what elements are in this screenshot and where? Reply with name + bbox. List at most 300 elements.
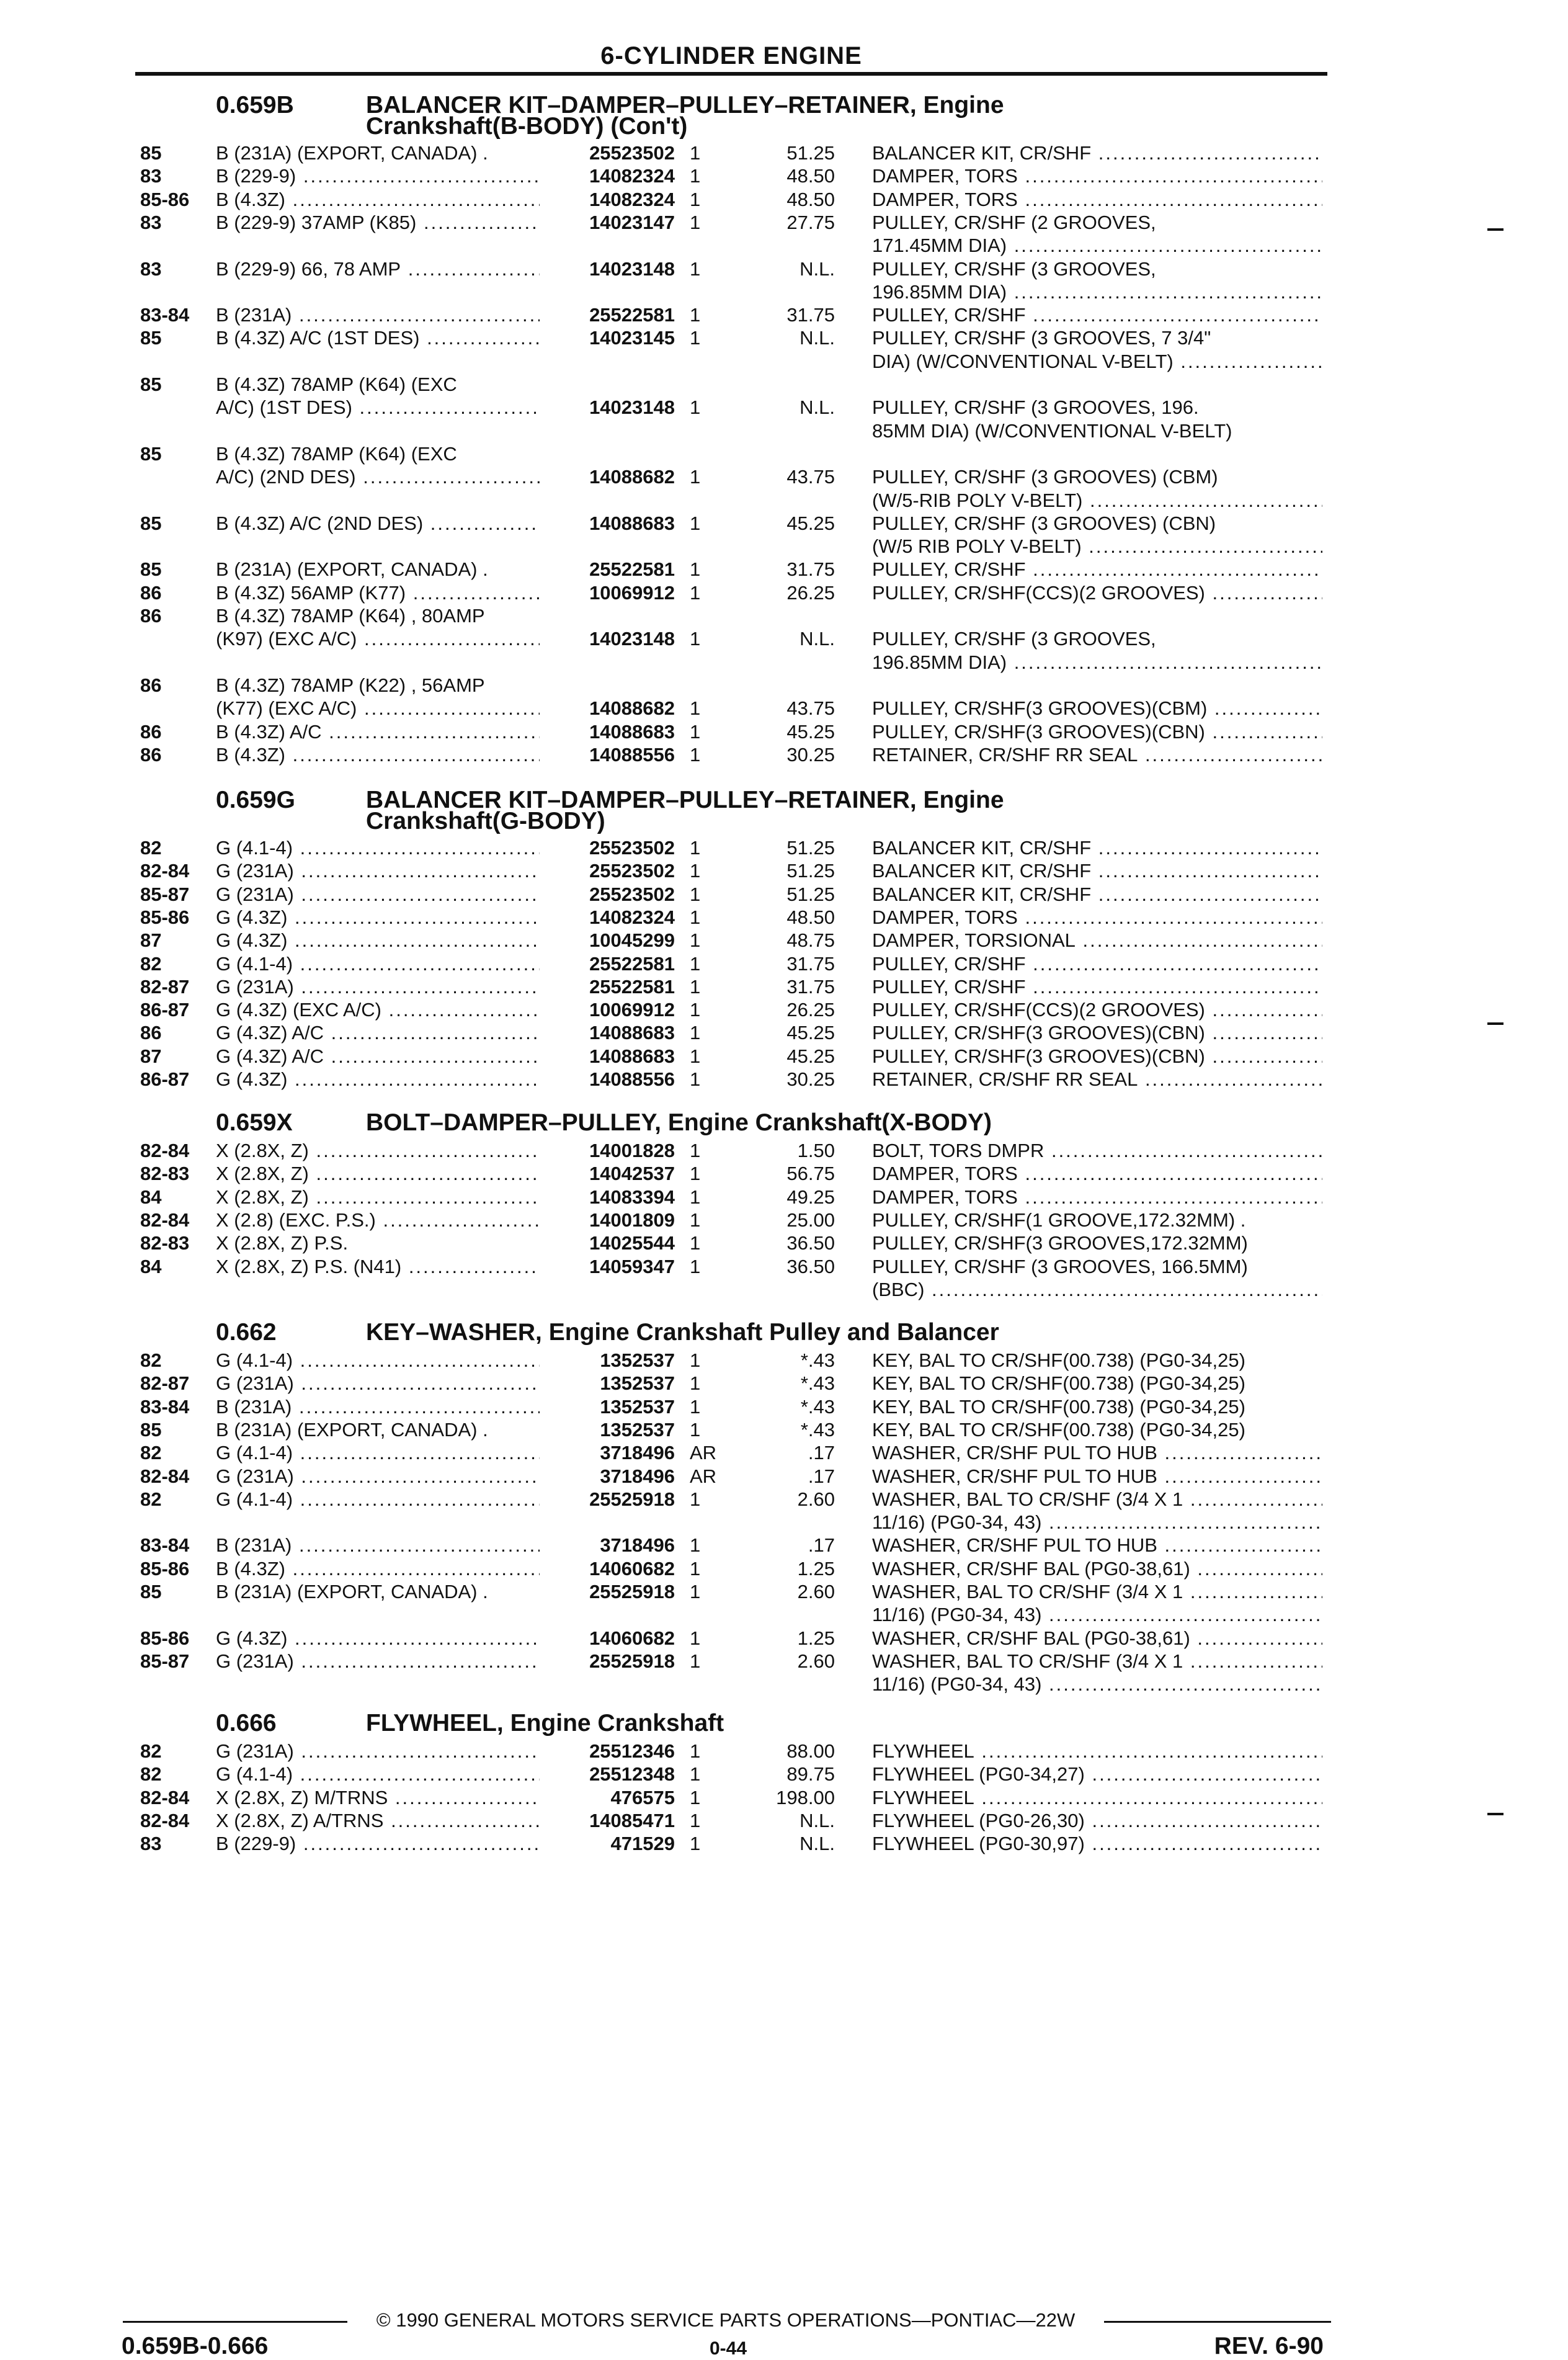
table-row	[0, 1603, 1568, 1626]
part-number: 14088683	[589, 512, 675, 534]
application: G (4.3Z) A/C .....	[216, 1045, 540, 1068]
page-title: 6-CYLINDER ENGINE	[600, 42, 862, 69]
table-row	[0, 604, 1568, 627]
quantity: 1	[690, 860, 701, 882]
part-number: 25523502	[589, 860, 675, 882]
application: G (231A) .....	[216, 859, 540, 882]
part-number: 14082324	[589, 906, 675, 928]
application: A/C) (2ND DES) .....	[216, 465, 540, 488]
table-row	[0, 1139, 1568, 1162]
price: N.L.	[800, 1809, 835, 1831]
model-year: 87	[140, 929, 162, 952]
table-row	[0, 1278, 1568, 1301]
part-number: 3718496	[600, 1534, 675, 1557]
price: 43.75	[786, 466, 835, 488]
table-row	[0, 211, 1568, 234]
model-year: 85	[140, 512, 162, 534]
application: X (2.8X, Z) P.S.	[216, 1232, 349, 1254]
table-row	[0, 419, 1568, 442]
application: B (231A) .....	[216, 1534, 540, 1557]
page-number: 0-44	[709, 2338, 747, 2359]
description: WASHER, CR/SHF PUL TO HUB .....	[872, 1534, 1322, 1557]
part-number: 14082324	[589, 188, 675, 210]
table-row	[0, 883, 1568, 906]
quantity: 1	[690, 142, 701, 164]
part-number: 3718496	[600, 1442, 675, 1464]
part-number: 10045299	[589, 929, 675, 952]
description: KEY, BAL TO CR/SHF(00.738) (PG0-34,25)	[872, 1395, 1245, 1418]
section-number: 0.662	[216, 1319, 277, 1346]
application: B (4.3Z) A/C .....	[216, 720, 540, 743]
quantity: 1	[690, 697, 701, 720]
table-row	[0, 1832, 1568, 1855]
section-number: 0.659B	[216, 92, 294, 118]
price: 48.50	[786, 906, 835, 928]
section-title-continued: Crankshaft(G-BODY)	[366, 808, 605, 834]
price: 1.25	[797, 1557, 835, 1580]
description: (W/5-RIB POLY V-BELT) .....	[872, 489, 1322, 512]
application: B (231A) .....	[216, 303, 540, 326]
model-year: 86	[140, 581, 162, 604]
price: 31.75	[786, 304, 835, 326]
quantity: 1	[690, 1650, 701, 1672]
quantity: 1	[690, 211, 701, 233]
price: 43.75	[786, 697, 835, 720]
table-row	[0, 303, 1568, 326]
description: 11/16) (PG0-34, 43) .....	[872, 1603, 1322, 1626]
application: B (231A) (EXPORT, CANADA) .	[216, 558, 488, 581]
part-number: 14042537	[589, 1163, 675, 1185]
part-number: 14088682	[589, 466, 675, 488]
part-number: 1352537	[600, 1418, 675, 1441]
price: .17	[808, 1534, 835, 1557]
model-year: 86	[140, 674, 162, 696]
price: 31.75	[786, 975, 835, 998]
table-row	[0, 581, 1568, 604]
quantity: 1	[690, 1372, 701, 1395]
application: G (231A) .....	[216, 1740, 540, 1763]
model-year: 86-87	[140, 1068, 190, 1090]
table-row	[0, 720, 1568, 743]
description: BALANCER KIT, CR/SHF .....	[872, 883, 1322, 906]
description: PULLEY, CR/SHF(3 GROOVES)(CBN) .....	[872, 1045, 1322, 1068]
price: 2.60	[797, 1650, 835, 1672]
model-year: 82-83	[140, 1163, 190, 1185]
table-row	[0, 350, 1568, 373]
quantity: 1	[690, 1186, 701, 1208]
description: PULLEY, CR/SHF .....	[872, 952, 1322, 975]
price: 45.25	[786, 720, 835, 743]
part-number: 14088683	[589, 1022, 675, 1044]
table-row	[0, 373, 1568, 396]
application: A/C) (1ST DES) .....	[216, 396, 540, 419]
price: 1.50	[797, 1140, 835, 1161]
model-year: 82	[140, 1442, 162, 1464]
description: FLYWHEEL (PG0-30,97) .....	[872, 1832, 1322, 1855]
revision-date: REV. 6-90	[1214, 2333, 1324, 2359]
description: (W/5 RIB POLY V-BELT) .....	[872, 535, 1322, 558]
table-row	[0, 164, 1568, 187]
price: 89.75	[786, 1763, 835, 1786]
model-year: 85	[140, 442, 162, 465]
application: B (4.3Z) .....	[216, 188, 540, 211]
quantity: 1	[690, 257, 701, 280]
quantity: 1	[690, 906, 701, 928]
description: PULLEY, CR/SHF .....	[872, 303, 1322, 326]
description: WASHER, BAL TO CR/SHF (3/4 X 1 .....	[872, 1650, 1322, 1673]
description: PULLEY, CR/SHF .....	[872, 975, 1322, 998]
table-row	[0, 1740, 1568, 1763]
page-header	[135, 41, 1327, 76]
application: B (4.3Z) A/C (1ST DES) .....	[216, 326, 540, 349]
model-year: 85	[140, 1418, 162, 1441]
price: 51.25	[786, 860, 835, 882]
part-number: 14023148	[589, 628, 675, 650]
description: PULLEY, CR/SHF(1 GROOVE,172.32MM) .	[872, 1209, 1246, 1231]
section-range: 0.659B-0.666	[122, 2333, 269, 2359]
price: .17	[808, 1465, 835, 1487]
table-row	[0, 1786, 1568, 1809]
price: 1.25	[797, 1627, 835, 1649]
part-number: 10069912	[589, 581, 675, 604]
part-number: 471529	[610, 1833, 675, 1855]
part-number: 14023148	[589, 396, 675, 419]
price: N.L.	[800, 396, 835, 419]
model-year: 87	[140, 1045, 162, 1067]
description: BOLT, TORS DMPR .....	[872, 1139, 1322, 1162]
description: FLYWHEEL (PG0-26,30) .....	[872, 1809, 1322, 1832]
description: DAMPER, TORS .....	[872, 1186, 1322, 1209]
price: 26.25	[786, 581, 835, 604]
description: PULLEY, CR/SHF(3 GROOVES)(CBN) .....	[872, 1021, 1322, 1044]
part-number: 14082324	[589, 165, 675, 187]
table-row	[0, 1557, 1568, 1580]
part-number: 25523502	[589, 142, 675, 164]
application: G (4.3Z) (EXC A/C) .....	[216, 998, 540, 1021]
table-row	[0, 674, 1568, 697]
table-row	[0, 1534, 1568, 1557]
model-year: 82	[140, 952, 162, 975]
table-row	[0, 188, 1568, 211]
description: DAMPER, TORS .....	[872, 188, 1322, 211]
quantity: 1	[690, 1740, 701, 1762]
part-number: 14088682	[589, 697, 675, 720]
application: G (4.3Z) A/C .....	[216, 1021, 540, 1044]
table-row	[0, 1650, 1568, 1673]
table-row	[0, 975, 1568, 998]
model-year: 85	[140, 1581, 162, 1602]
description: PULLEY, CR/SHF(CCS)(2 GROOVES) .....	[872, 581, 1322, 604]
part-number: 14060682	[589, 1557, 675, 1580]
description: PULLEY, CR/SHF(3 GROOVES)(CBN) .....	[872, 720, 1322, 743]
description: FLYWHEEL .....	[872, 1786, 1322, 1809]
quantity: 1	[690, 1786, 701, 1808]
quantity: 1	[690, 396, 701, 419]
description: 196.85MM DIA) .....	[872, 651, 1322, 674]
model-year: 85	[140, 142, 162, 164]
table-row	[0, 465, 1568, 488]
section-title: KEY–WASHER, Engine Crankshaft Pulley and Balancer	[366, 1319, 999, 1346]
price: 25.00	[786, 1209, 835, 1231]
part-number: 25522581	[589, 558, 675, 581]
application: G (231A) .....	[216, 883, 540, 906]
description: 11/16) (PG0-34, 43) .....	[872, 1511, 1322, 1534]
price: 2.60	[797, 1581, 835, 1602]
model-year: 85	[140, 373, 162, 395]
table-row	[0, 1372, 1568, 1395]
price: 88.00	[786, 1740, 835, 1762]
table-row	[0, 1465, 1568, 1488]
application: B (231A) .....	[216, 1395, 540, 1418]
description: PULLEY, CR/SHF(3 GROOVES)(CBM) .....	[872, 697, 1322, 720]
description: DAMPER, TORSIONAL .....	[872, 929, 1322, 952]
price: 45.25	[786, 512, 835, 534]
part-number: 14060682	[589, 1627, 675, 1649]
quantity: 1	[690, 1763, 701, 1786]
quantity: 1	[690, 1349, 701, 1371]
table-row	[0, 1673, 1568, 1696]
model-year: 82-84	[140, 1809, 190, 1831]
table-row	[0, 697, 1568, 720]
table-row	[0, 651, 1568, 674]
application: G (231A) .....	[216, 1465, 540, 1488]
section-number: 0.659G	[216, 787, 295, 813]
description: PULLEY, CR/SHF (2 GROOVES,	[872, 211, 1156, 233]
price: *.43	[800, 1395, 835, 1418]
part-number: 25525918	[589, 1581, 675, 1602]
price: N.L.	[800, 257, 835, 280]
model-year: 83-84	[140, 304, 190, 326]
description: PULLEY, CR/SHF (3 GROOVES, 196.	[872, 396, 1199, 419]
quantity: 1	[690, 1068, 701, 1090]
application: B (4.3Z) .....	[216, 743, 540, 766]
part-number: 14088556	[589, 1068, 675, 1090]
quantity: 1	[690, 512, 701, 534]
model-year: 83	[140, 165, 162, 187]
part-number: 25523502	[589, 883, 675, 905]
model-year: 85-86	[140, 1557, 190, 1580]
quantity: 1	[690, 1627, 701, 1649]
quantity: 1	[690, 1209, 701, 1231]
description: DAMPER, TORS .....	[872, 1162, 1322, 1185]
table-row	[0, 906, 1568, 929]
part-number: 14023145	[589, 327, 675, 349]
part-number: 14085471	[589, 1809, 675, 1831]
model-year: 82-87	[140, 975, 190, 998]
quantity: 1	[690, 628, 701, 650]
model-year: 83	[140, 211, 162, 233]
description: KEY, BAL TO CR/SHF(00.738) (PG0-34,25)	[872, 1372, 1245, 1395]
part-number: 25512348	[589, 1763, 675, 1786]
table-row	[0, 952, 1568, 975]
table-row	[0, 141, 1568, 164]
description: KEY, BAL TO CR/SHF(00.738) (PG0-34,25)	[872, 1418, 1245, 1441]
price: .17	[808, 1442, 835, 1464]
model-year: 82	[140, 837, 162, 859]
part-number: 14088683	[589, 720, 675, 743]
quantity: 1	[690, 929, 701, 952]
part-number: 14059347	[589, 1255, 675, 1277]
part-number: 14001809	[589, 1209, 675, 1231]
application: G (4.3Z) .....	[216, 929, 540, 952]
model-year: 82-83	[140, 1232, 190, 1254]
description: KEY, BAL TO CR/SHF(00.738) (PG0-34,25)	[872, 1349, 1245, 1371]
part-number: 1352537	[600, 1349, 675, 1371]
copyright-notice: © 1990 GENERAL MOTORS SERVICE PARTS OPERATIONS—PONTIAC—22W	[376, 2309, 1076, 2331]
part-number: 14088556	[589, 743, 675, 766]
price: *.43	[800, 1349, 835, 1371]
quantity: 1	[690, 1022, 701, 1044]
section-title: FLYWHEEL, Engine Crankshaft	[366, 1710, 724, 1736]
margin-mark	[1487, 1022, 1503, 1025]
model-year: 85	[140, 327, 162, 349]
description: 171.45MM DIA) .....	[872, 234, 1322, 257]
part-number: 25522581	[589, 975, 675, 998]
table-row	[0, 1511, 1568, 1534]
model-year: 82-87	[140, 1372, 190, 1395]
price: 198.00	[776, 1786, 835, 1808]
price: 31.75	[786, 558, 835, 581]
description: DAMPER, TORS .....	[872, 906, 1322, 929]
table-row	[0, 326, 1568, 349]
application: X (2.8X, Z) P.S. (N41) .....	[216, 1255, 540, 1278]
model-year: 85-87	[140, 883, 190, 905]
table-row	[0, 234, 1568, 257]
table-row	[0, 535, 1568, 558]
quantity: 1	[690, 188, 701, 210]
application: X (2.8X, Z) .....	[216, 1186, 540, 1209]
quantity: 1	[690, 1045, 701, 1067]
price: 31.75	[786, 952, 835, 975]
model-year: 82-84	[140, 1465, 190, 1487]
section-title: BOLT–DAMPER–PULLEY, Engine Crankshaft(X-BODY)	[366, 1109, 992, 1136]
model-year: 85-86	[140, 188, 190, 210]
price: 45.25	[786, 1022, 835, 1044]
application: G (4.1-4) .....	[216, 952, 540, 975]
description: RETAINER, CR/SHF RR SEAL .....	[872, 743, 1322, 766]
section-title-continued: Crankshaft(B-BODY) (Con't)	[366, 113, 688, 140]
table-row	[0, 442, 1568, 465]
price: *.43	[800, 1418, 835, 1441]
application: B (229-9) 66, 78 AMP .....	[216, 257, 540, 280]
quantity: 1	[690, 466, 701, 488]
quantity: AR	[690, 1465, 717, 1487]
application: G (4.3Z) .....	[216, 1068, 540, 1091]
price: 51.25	[786, 142, 835, 164]
model-year: 83	[140, 257, 162, 280]
application: B (4.3Z) 78AMP (K64) (EXC	[216, 442, 457, 465]
section-number: 0.666	[216, 1710, 277, 1736]
table-row	[0, 1809, 1568, 1832]
model-year: 82	[140, 1349, 162, 1371]
description: BALANCER KIT, CR/SHF .....	[872, 836, 1322, 859]
table-row	[0, 257, 1568, 280]
table-row	[0, 1209, 1568, 1231]
table-row	[0, 512, 1568, 535]
quantity: 1	[690, 327, 701, 349]
table-row	[0, 836, 1568, 859]
table-row	[0, 1395, 1568, 1418]
model-year: 85-87	[140, 1650, 190, 1672]
part-number: 14023148	[589, 257, 675, 280]
table-row	[0, 1186, 1568, 1209]
description: 196.85MM DIA) .....	[872, 280, 1322, 303]
application: B (229-9) 37AMP (K85) .....	[216, 211, 540, 234]
table-row	[0, 929, 1568, 952]
table-row	[0, 1021, 1568, 1044]
table-row	[0, 489, 1568, 512]
part-number: 25522581	[589, 952, 675, 975]
model-year: 83-84	[140, 1534, 190, 1557]
model-year: 82-84	[140, 860, 190, 882]
description: PULLEY, CR/SHF(3 GROOVES,172.32MM)	[872, 1232, 1248, 1254]
part-number: 14023147	[589, 211, 675, 233]
model-year: 82-84	[140, 1209, 190, 1231]
application: G (4.1-4) .....	[216, 1763, 540, 1786]
table-row	[0, 743, 1568, 766]
application: G (4.1-4) .....	[216, 1488, 540, 1511]
quantity: 1	[690, 1395, 701, 1418]
quantity: 1	[690, 837, 701, 859]
description: FLYWHEEL .....	[872, 1740, 1322, 1763]
quantity: 1	[690, 1833, 701, 1855]
price: 45.25	[786, 1045, 835, 1067]
quantity: AR	[690, 1442, 717, 1464]
quantity: 1	[690, 1163, 701, 1185]
application: X (2.8X, Z) .....	[216, 1139, 540, 1162]
quantity: 1	[690, 1581, 701, 1602]
price: 30.25	[786, 743, 835, 766]
description: DIA) (W/CONVENTIONAL V-BELT) .....	[872, 350, 1322, 373]
price: *.43	[800, 1372, 835, 1395]
description: PULLEY, CR/SHF (3 GROOVES,	[872, 628, 1156, 650]
part-number: 14025544	[589, 1232, 675, 1254]
quantity: 1	[690, 743, 701, 766]
application: B (229-9) .....	[216, 164, 540, 187]
application: (K97) (EXC A/C) .....	[216, 627, 540, 650]
model-year: 83-84	[140, 1395, 190, 1418]
application: G (4.3Z) .....	[216, 1627, 540, 1650]
price: 56.75	[786, 1163, 835, 1185]
section-title: BALANCER KIT–DAMPER–PULLEY–RETAINER, Engine	[366, 787, 1004, 813]
table-row	[0, 1349, 1568, 1372]
quantity: 1	[690, 304, 701, 326]
table-row	[0, 396, 1568, 419]
price: N.L.	[800, 327, 835, 349]
quantity: 1	[690, 999, 701, 1021]
application: G (4.1-4) .....	[216, 1441, 540, 1464]
application: B (231A) (EXPORT, CANADA) .	[216, 1418, 488, 1441]
application: B (4.3Z) 78AMP (K64) , 80AMP	[216, 605, 485, 627]
part-number: 25525918	[589, 1650, 675, 1672]
price: 36.50	[786, 1232, 835, 1254]
part-number: 14088683	[589, 1045, 675, 1067]
application: G (231A) .....	[216, 1650, 540, 1673]
application: G (4.1-4) .....	[216, 1349, 540, 1372]
header-rule	[135, 72, 1327, 76]
quantity: 1	[690, 952, 701, 975]
application: B (231A) (EXPORT, CANADA) .	[216, 142, 488, 164]
application: X (2.8) (EXC. P.S.) .....	[216, 1209, 540, 1231]
description: PULLEY, CR/SHF (3 GROOVES,	[872, 257, 1156, 280]
table-row	[0, 1162, 1568, 1185]
price: 51.25	[786, 837, 835, 859]
quantity: 1	[690, 581, 701, 604]
description: WASHER, CR/SHF BAL (PG0-38,61) .....	[872, 1627, 1322, 1650]
model-year: 85-86	[140, 906, 190, 928]
application: G (4.3Z) .....	[216, 906, 540, 929]
quantity: 1	[690, 720, 701, 743]
